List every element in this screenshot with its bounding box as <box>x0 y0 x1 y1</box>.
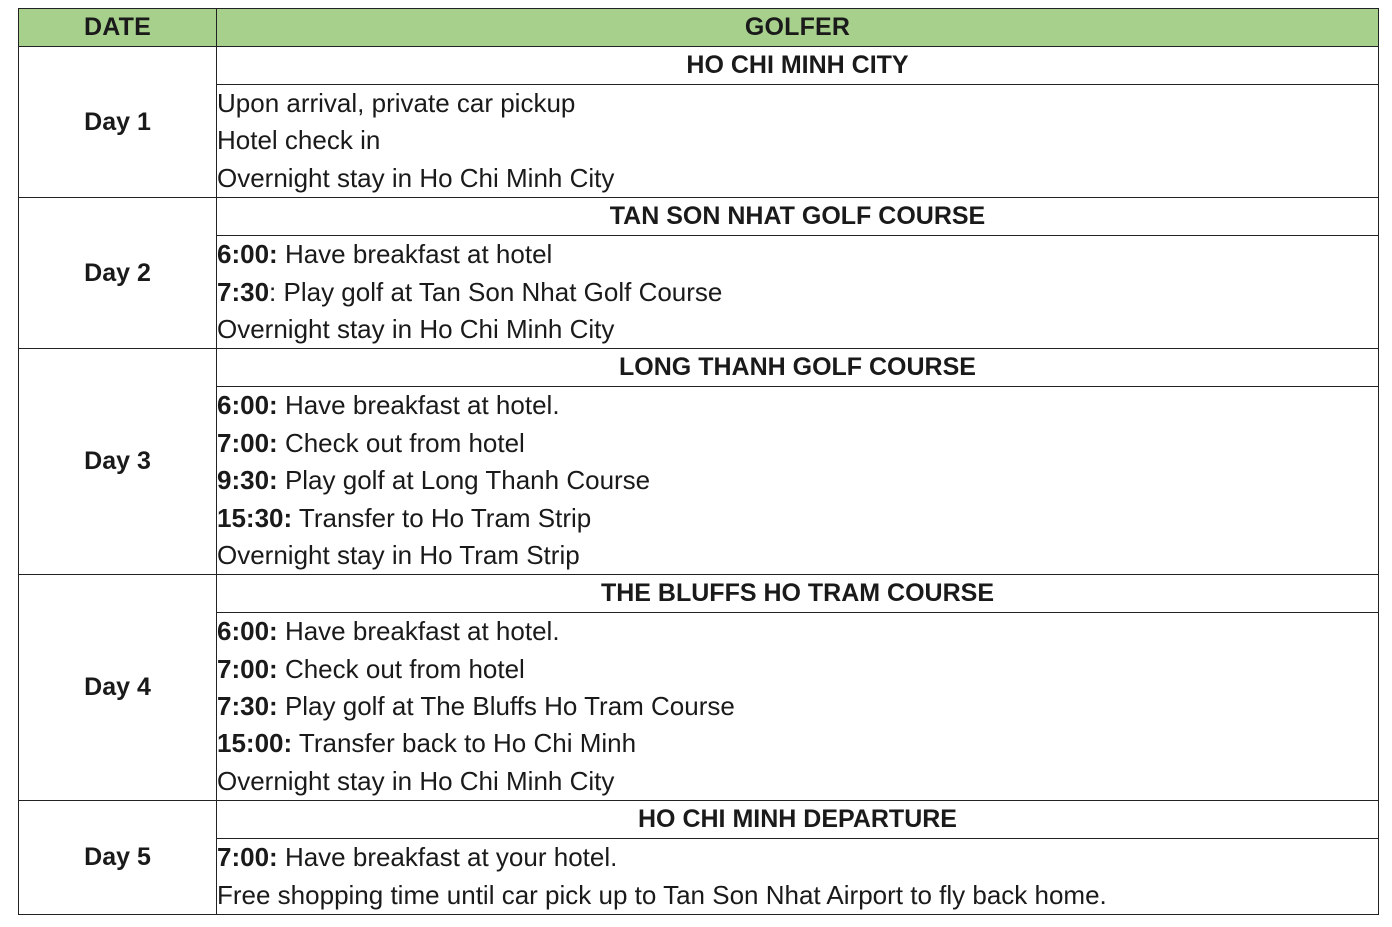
schedule-separator <box>292 728 299 758</box>
schedule-cell <box>217 85 1379 198</box>
schedule-separator <box>278 654 285 684</box>
schedule-line <box>217 763 1378 800</box>
schedule-time: 6:00: <box>217 616 278 647</box>
day-section-row <box>19 47 1379 85</box>
section-title: LONG THANH GOLF COURSE <box>217 349 1379 387</box>
schedule-separator <box>292 503 299 533</box>
date-column-header: DATE <box>19 9 217 47</box>
schedule-text: Overnight stay in Ho Chi Minh City <box>217 162 615 193</box>
schedule-text: Hotel check in <box>217 125 381 156</box>
day-details-row <box>19 85 1379 198</box>
day-details-row <box>19 613 1379 801</box>
section-title: HO CHI MINH DEPARTURE <box>217 801 1379 839</box>
section-title: HO CHI MINH CITY <box>217 47 1379 85</box>
itinerary-body <box>19 47 1379 915</box>
schedule-time: 6:00: <box>217 239 278 270</box>
schedule-line <box>217 160 1378 197</box>
schedule-time: 15:00: <box>217 728 293 759</box>
schedule-time: 7:30 <box>217 276 270 307</box>
schedule-time: 15:30: <box>217 502 293 533</box>
schedule-time: 9:30: <box>217 465 278 496</box>
schedule-cell <box>217 613 1379 801</box>
schedule-line <box>217 122 1378 159</box>
schedule-separator <box>278 465 285 495</box>
schedule-text: Overnight stay in Ho Chi Minh City <box>217 765 615 796</box>
schedule-line <box>217 877 1378 914</box>
schedule-line <box>217 387 1378 424</box>
schedule-text: Have breakfast at your hotel. <box>284 842 618 873</box>
section-title: THE BLUFFS HO TRAM COURSE <box>217 575 1379 613</box>
schedule-time: 7:00: <box>217 842 278 873</box>
schedule-separator: : <box>269 276 284 307</box>
day-label: Day 2 <box>19 198 217 349</box>
day-section-row <box>19 801 1379 839</box>
day-section-row <box>19 575 1379 613</box>
schedule-time: 7:00: <box>217 427 278 458</box>
schedule-line <box>217 236 1378 273</box>
schedule-text: Play golf at The Bluffs Ho Tram Course <box>284 691 735 722</box>
schedule-time: 6:00: <box>217 390 278 421</box>
schedule-text: Check out from hotel <box>284 427 525 458</box>
day-details-row <box>19 236 1379 349</box>
schedule-line <box>217 311 1378 348</box>
day-details-row <box>19 387 1379 575</box>
schedule-text: Play golf at Tan Son Nhat Golf Course <box>283 276 723 307</box>
schedule-text: Transfer to Ho Tram Strip <box>298 502 592 533</box>
day-label: Day 1 <box>19 47 217 198</box>
schedule-text: Have breakfast at hotel. <box>284 390 560 421</box>
schedule-cell <box>217 387 1379 575</box>
day-label: Day 3 <box>19 349 217 575</box>
schedule-line <box>217 651 1378 688</box>
schedule-cell <box>217 839 1379 915</box>
schedule-line <box>217 274 1378 311</box>
schedule-text: Free shopping time until car pick up to Tan Son Nhat Airport to fly back home. <box>217 879 1107 910</box>
day-section-row <box>19 349 1379 387</box>
schedule-line <box>217 839 1378 876</box>
schedule-line <box>217 462 1378 499</box>
schedule-separator <box>278 390 285 420</box>
schedule-line <box>217 425 1378 462</box>
schedule-text: Play golf at Long Thanh Course <box>284 465 651 496</box>
schedule-line <box>217 85 1378 122</box>
itinerary-table <box>18 8 1379 915</box>
schedule-text: Transfer back to Ho Chi Minh <box>298 728 637 759</box>
schedule-separator <box>278 842 285 872</box>
schedule-line <box>217 500 1378 537</box>
schedule-text: Have breakfast at hotel. <box>284 616 560 647</box>
schedule-time: 7:00: <box>217 653 278 684</box>
day-details-row <box>19 839 1379 915</box>
golfer-column-header: GOLFER <box>217 9 1379 47</box>
day-label: Day 5 <box>19 801 217 915</box>
section-title: TAN SON NHAT GOLF COURSE <box>217 198 1379 236</box>
schedule-separator <box>278 239 285 269</box>
schedule-text: Check out from hotel <box>284 653 525 684</box>
schedule-cell <box>217 236 1379 349</box>
header-row <box>19 9 1379 47</box>
schedule-line <box>217 537 1378 574</box>
schedule-text: Upon arrival, private car pickup <box>217 88 576 118</box>
schedule-separator <box>278 616 285 646</box>
day-label: Day 4 <box>19 575 217 801</box>
schedule-separator <box>278 691 285 721</box>
schedule-line <box>217 613 1378 650</box>
schedule-separator <box>278 428 285 458</box>
schedule-line <box>217 688 1378 725</box>
schedule-line <box>217 725 1378 762</box>
schedule-text: Have breakfast at hotel <box>284 239 553 270</box>
schedule-text: Overnight stay in Ho Chi Minh City <box>217 313 615 344</box>
day-section-row <box>19 198 1379 236</box>
schedule-text: Overnight stay in Ho Tram Strip <box>217 539 580 570</box>
schedule-time: 7:30: <box>217 691 278 722</box>
